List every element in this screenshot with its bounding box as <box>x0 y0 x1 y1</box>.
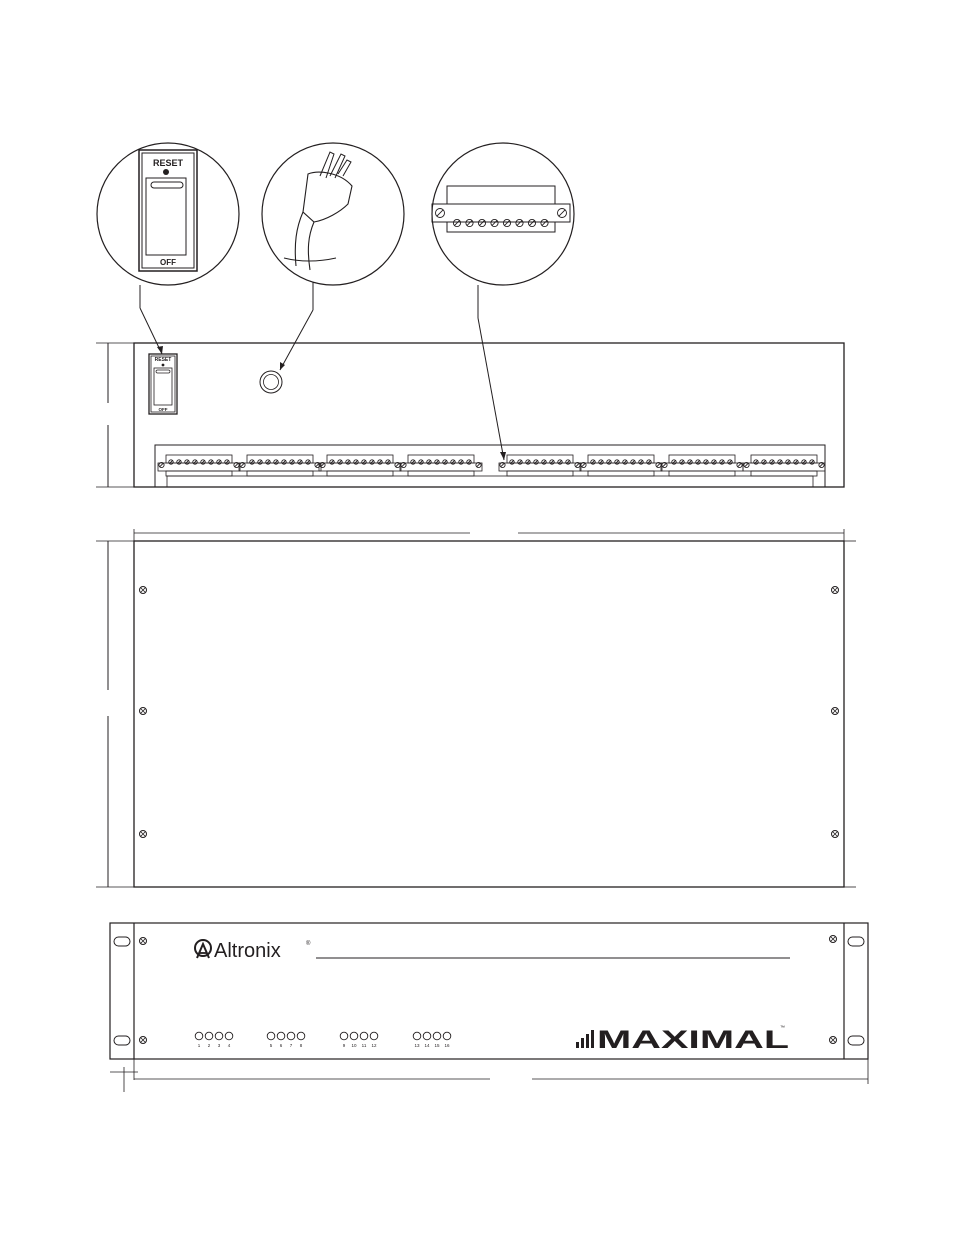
led-indicator <box>433 1032 441 1040</box>
led-label: 5 <box>269 1043 273 1048</box>
terminal-screw <box>786 460 790 464</box>
terminal-block <box>319 455 401 476</box>
terminal-screw <box>370 460 374 464</box>
led-label: 4 <box>227 1043 231 1048</box>
rear-view <box>96 343 844 487</box>
terminal-screw <box>346 460 350 464</box>
product-trademark: ™ <box>780 1025 785 1031</box>
led-group <box>340 1032 378 1048</box>
terminal-screw <box>185 460 189 464</box>
terminal-block <box>400 455 482 476</box>
terminal-screw <box>201 460 205 464</box>
terminal-screw <box>770 460 774 464</box>
led-indicator <box>215 1032 223 1040</box>
terminal-screw <box>510 460 514 464</box>
terminal-screw <box>306 460 310 464</box>
terminal-screw <box>354 460 358 464</box>
mount-screw <box>558 209 567 218</box>
mount-screw <box>436 209 445 218</box>
terminal-screw <box>534 460 538 464</box>
led-indicator <box>360 1032 368 1040</box>
terminal-screw <box>631 460 635 464</box>
led-group <box>267 1032 305 1048</box>
terminal-screw <box>526 460 530 464</box>
terminal-screw <box>778 460 782 464</box>
terminal-screw <box>338 460 342 464</box>
front-view <box>110 923 868 1092</box>
detail-power-plug <box>262 143 404 285</box>
terminal-screw <box>443 460 447 464</box>
terminal-block <box>239 455 321 476</box>
terminal-screw <box>623 460 627 464</box>
terminal-screw <box>762 460 766 464</box>
led-label: 8 <box>299 1043 303 1048</box>
led-indicator <box>423 1032 431 1040</box>
terminal-screw <box>177 460 181 464</box>
brand-registered-mark: ® <box>306 941 311 947</box>
switch-reset-label: RESET <box>152 158 184 168</box>
terminal-screw <box>266 460 270 464</box>
terminal-screw <box>647 460 651 464</box>
terminal-screw <box>193 460 197 464</box>
terminal-screw <box>516 219 523 226</box>
terminal-screw <box>810 460 814 464</box>
terminal-screw <box>427 460 431 464</box>
led-label: 7 <box>289 1043 293 1048</box>
cover-screw <box>140 708 147 715</box>
led-label: 11 <box>361 1043 367 1048</box>
led-indicator <box>370 1032 378 1040</box>
rear-switch-off-label: OFF <box>158 407 168 412</box>
led-label: 12 <box>371 1043 377 1048</box>
led-indicator <box>443 1032 451 1040</box>
terminal-screw <box>541 219 548 226</box>
terminal-screw <box>672 460 676 464</box>
switch-off-label: OFF <box>160 258 176 267</box>
led-group <box>195 1032 233 1048</box>
terminal-screw <box>518 460 522 464</box>
cover-screw <box>140 831 147 838</box>
terminal-block <box>743 455 825 476</box>
front-screw <box>140 1037 147 1044</box>
terminal-screw <box>169 460 173 464</box>
led-indicator <box>267 1032 275 1040</box>
front-screw <box>140 938 147 945</box>
terminal-screw <box>467 460 471 464</box>
terminal-screw <box>599 460 603 464</box>
terminal-screw <box>794 460 798 464</box>
led-group <box>413 1032 451 1048</box>
terminal-screw <box>466 219 473 226</box>
led-label: 9 <box>342 1043 346 1048</box>
brand-name: Altronix <box>214 940 281 962</box>
terminal-screw <box>591 460 595 464</box>
led-label: 14 <box>424 1043 430 1048</box>
led-label: 6 <box>279 1043 283 1048</box>
terminal-screw <box>435 460 439 464</box>
led-indicator <box>205 1032 213 1040</box>
terminal-block <box>580 455 662 476</box>
led-indicator <box>225 1032 233 1040</box>
terminal-screw <box>503 219 510 226</box>
led-indicator <box>413 1032 421 1040</box>
led-label: 1 <box>197 1043 201 1048</box>
terminal-screw <box>802 460 806 464</box>
terminal-screw <box>290 460 294 464</box>
cover-screw <box>832 587 839 594</box>
terminal-screw <box>478 219 485 226</box>
terminal-screw <box>217 460 221 464</box>
cover-screw <box>832 831 839 838</box>
detail-terminal-block <box>432 143 574 285</box>
terminal-screw <box>696 460 700 464</box>
detail-reset-switch <box>97 143 239 285</box>
terminal-screw <box>558 460 562 464</box>
terminal-screw <box>330 460 334 464</box>
terminal-screw <box>615 460 619 464</box>
product-logo: MAXIMAL <box>597 1026 789 1054</box>
terminal-screw <box>728 460 732 464</box>
terminal-screw <box>225 460 229 464</box>
led-label: 15 <box>434 1043 440 1048</box>
terminal-screw <box>704 460 708 464</box>
terminal-screw <box>453 219 460 226</box>
led-label: 3 <box>217 1043 221 1048</box>
terminal-screw <box>607 460 611 464</box>
terminal-screw <box>720 460 724 464</box>
led-label: 13 <box>414 1043 420 1048</box>
terminal-screw <box>550 460 554 464</box>
terminal-screw <box>680 460 684 464</box>
led-indicator <box>195 1032 203 1040</box>
front-screw <box>830 1037 837 1044</box>
terminal-screw <box>528 219 535 226</box>
front-screw <box>830 936 837 943</box>
terminal-screw <box>209 460 213 464</box>
terminal-screw <box>459 460 463 464</box>
terminal-screw <box>362 460 366 464</box>
led-indicator <box>340 1032 348 1040</box>
terminal-screw <box>411 460 415 464</box>
terminal-block <box>499 455 581 476</box>
terminal-screw <box>566 460 570 464</box>
terminal-block <box>158 455 240 476</box>
cover-screw <box>140 587 147 594</box>
terminal-screw <box>419 460 423 464</box>
terminal-block <box>661 455 743 476</box>
led-label: 16 <box>444 1043 450 1048</box>
terminal-screw <box>688 460 692 464</box>
terminal-screw <box>386 460 390 464</box>
terminal-screw <box>491 219 498 226</box>
terminal-screw <box>282 460 286 464</box>
led-label: 10 <box>351 1043 357 1048</box>
led-indicator <box>297 1032 305 1040</box>
terminal-screw <box>250 460 254 464</box>
terminal-screw <box>639 460 643 464</box>
led-indicator <box>277 1032 285 1040</box>
rear-switch-reset-label: RESET <box>154 357 172 363</box>
leader-lines <box>140 282 506 460</box>
led-indicator <box>287 1032 295 1040</box>
terminal-screw <box>712 460 716 464</box>
terminal-screw <box>754 460 758 464</box>
terminal-screw <box>258 460 262 464</box>
terminal-screw <box>451 460 455 464</box>
maximal-logo-icon <box>576 1030 594 1048</box>
terminal-screw <box>274 460 278 464</box>
led-indicator <box>350 1032 358 1040</box>
top-view <box>96 529 856 887</box>
led-label: 2 <box>207 1043 211 1048</box>
terminal-screw <box>298 460 302 464</box>
terminal-screw <box>378 460 382 464</box>
altronix-logo-icon <box>195 940 211 958</box>
terminal-screw <box>542 460 546 464</box>
cover-screw <box>832 708 839 715</box>
